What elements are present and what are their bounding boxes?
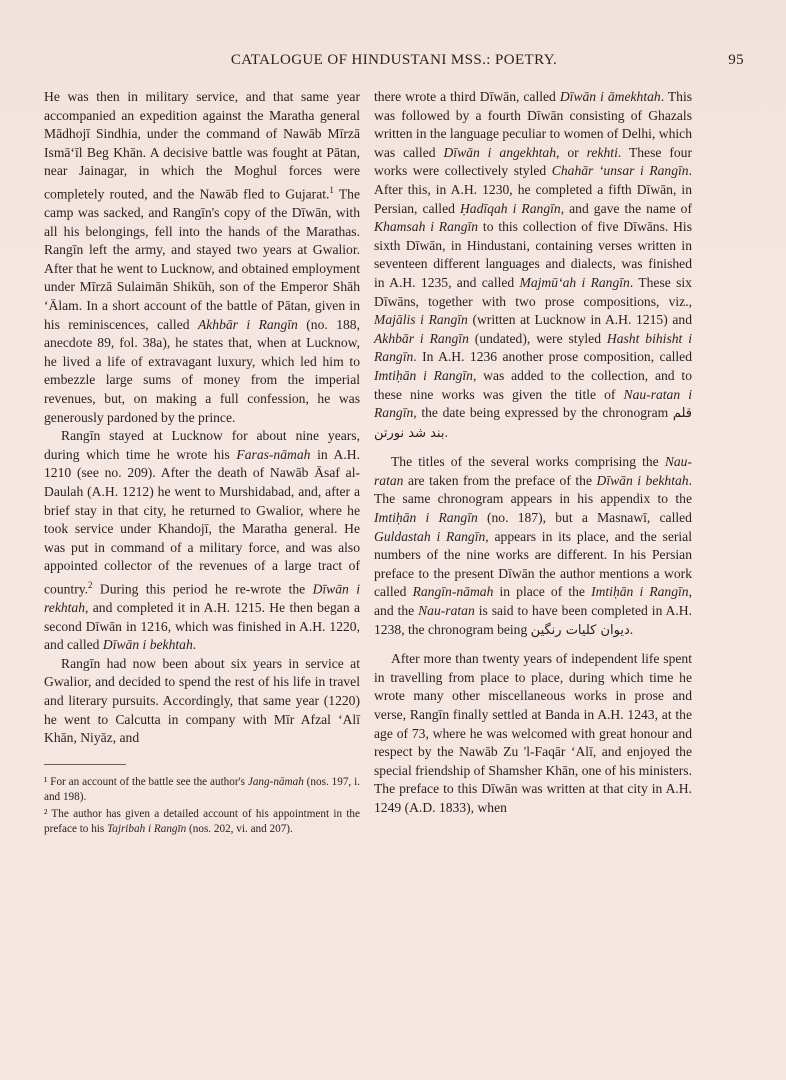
text-run: (nos. 202, vi. and 207). <box>186 822 293 835</box>
text-run: ² The author has given a detailed account of his appointment in the preface to his <box>44 807 360 835</box>
text-run: are taken from the preface of the <box>403 472 597 488</box>
text-run: in A.H. 1210 (see no. 209). After the death of Nawāb Āsaf al-Daulah (A.H. 1212) he went to Murshidabad, and, after a brief stay in that city, he returned to Gwalior, where he took service under Khandojī, the Maratha general. He was put in command of a military force, and was also appointed collector of the revenues of a large tract of country. <box>44 446 360 597</box>
right-paragraph-3 <box>374 650 692 817</box>
work-title: Majālis i Rangīn <box>374 312 468 328</box>
work-title: Tajribah i Rangīn <box>107 822 187 835</box>
work-title: Dīwān i āmekhtah <box>559 89 661 104</box>
text-run: , and the <box>374 584 693 619</box>
work-title: Dīwān i bekhtah <box>596 472 689 488</box>
page-number: 95 <box>728 52 744 68</box>
text-run: , the date being expressed by the chronogram <box>413 405 673 421</box>
left-paragraph-1 <box>44 88 360 427</box>
footnote-1 <box>44 775 360 805</box>
text-run: (no. 188, anecdote 89, fol. 38a), he states that, when at Lucknow, he lived a life of extravagant luxury, which led him to embezzle large sums of money from the imperial revenues, but, on making a full confession, he was generously pardoned by the prince. <box>44 316 360 425</box>
text-run: (nos. 197, i. and 198). <box>44 775 361 803</box>
text-run: He was then in military service, and that same year accompanied an expedition against the Maratha general Mādhojī Sindhia, under the command of Nawāb Mīrzā Ismā‘īl Beg Khān. A decisive battle was fought at Pātan, near Jainagar, in which the Moghul forces were completely routed, and the Nawāb fled to Gujarat. <box>44 89 360 202</box>
text-run: (no. 187), but a Masnawī, called <box>477 510 692 526</box>
running-title: CATALOGUE OF HINDUSTANI MSS.: POETRY. <box>230 52 558 68</box>
footnote-ref-2: 2 <box>88 579 93 590</box>
text-run: in place of the <box>493 584 592 600</box>
text-run: . After this, in A.H. 1230, he completed a fifth Dīwān, in Persian, called <box>374 163 692 216</box>
page-header <box>44 52 744 74</box>
text-run: . <box>444 424 448 440</box>
chronogram-text: دیوان کلیات رنگین <box>530 622 630 638</box>
text-run: . This was followed by a fourth Dīwān consisting of Ghazals written in the language peculiar to women of Delhi, which was called <box>374 89 693 160</box>
work-title: Nau-ratan <box>418 603 475 619</box>
text-run: , appears in its place, and the serial numbers of the nine works are different. In his Persian preface to the present Dīwān the author mentions a work called <box>374 528 692 600</box>
work-title: Khamsah i Rangīn <box>374 219 479 235</box>
work-title: Imtiḥān i Rangīn <box>374 367 473 383</box>
chronogram-text: قلم بند شد نورتن <box>374 406 692 441</box>
work-title: Akhbār i Rangīn <box>374 330 469 346</box>
text-run: . In A.H. 1236 another prose composition, called <box>413 349 692 365</box>
work-title: Guldastah i Rangīn <box>374 528 486 544</box>
work-title: Nau-ratan <box>374 454 692 488</box>
right-paragraph-2 <box>374 453 692 640</box>
text-run: The camp was sacked, and Rangīn's copy of the Dīwān, with all his belongings, fell into the hands of the Marathas. Rangīn left the army, and stayed two years at Gwalior. After that he went to Lucknow, and obtained employment under Mīrzā Sulaimān Shikūh, son of the Emperor Shāh ‘Ālam. In a short account of the battle of Pātan, given in his reminiscences, called <box>44 186 360 332</box>
text-run: there wrote a third Dīwān, called <box>374 89 560 104</box>
text-run: is said to have been completed in A.H. 1238, the chronogram being <box>374 603 692 637</box>
text-run: Rangīn stayed at Lucknow for about nine years, during which time he wrote his <box>44 428 360 462</box>
work-title: Majmū‘ah i Rangīn <box>519 274 630 290</box>
right-paragraph-1 <box>374 88 692 443</box>
text-run: . These four works were collectively styled <box>374 144 692 179</box>
text-run: During this period he re-wrote the <box>92 581 313 597</box>
footnote-ref-1: 1 <box>329 184 334 195</box>
work-title: Ḥadīqah i Rangīn <box>459 200 561 216</box>
text-run: After more than twenty years of independent life spent in travelling from place to place, during which time he wrote many other miscellaneous works in prose and verse, Rangīn finally settled at Banda in A.H. 1243, at the age of 73, where he was welcomed with great honour and respect by the Nawāb Zu 'l-Faqār ‘Alī, and enjoyed the special friendship of Shamsher Khān, one of his ministers. The preface to this Dīwān was written at that city in A.H. 1249 (A.D. 1833), when <box>374 651 692 815</box>
work-title: Imtiḥān i Rangīn <box>591 584 689 600</box>
text-run: . The same chronogram appears in his appendix to the <box>374 472 692 507</box>
work-title: rekhti <box>586 144 618 160</box>
work-title: Imtiḥān i Rangīn <box>374 510 478 526</box>
left-paragraph-3 <box>44 655 360 748</box>
work-title: Hasht bihisht i Rangīn <box>374 330 692 365</box>
text-run: , was added to the collection, and to these nine works was given the title of <box>374 367 692 402</box>
work-title: Dīwān i angekhtah <box>443 144 557 160</box>
text-run: . <box>629 621 634 637</box>
work-title: Nau-ratan i Rangīn <box>374 386 692 421</box>
text-run: The titles of the several works comprising the <box>391 454 665 470</box>
text-run: (written at Lucknow in A.H. 1215) and <box>467 312 692 328</box>
left-column <box>44 88 360 837</box>
work-title: Akhbār i Rangīn <box>197 316 298 332</box>
work-title: Dīwān i rekhtah <box>44 581 360 616</box>
footnote-2 <box>44 807 360 837</box>
text-run: , and gave the name of <box>560 200 692 216</box>
work-title: Dīwān i bekhtah <box>102 637 193 653</box>
text-run: . These six Dīwāns, together with two prose compositions, viz., <box>374 274 692 309</box>
text-run: Rangīn had now been about six years in service at Gwalior, and decided to spend the rest of his life in travel and literary pursuits. Accordingly, that same year (1220) he went to Calcutta in company with Mīr Afzal ‘Alī Khān, Niyāz, and <box>44 655 360 746</box>
footnote-rule <box>44 764 126 765</box>
text-run: ¹ For an account of the battle see the author's <box>44 775 248 788</box>
text-run: . <box>192 637 197 653</box>
work-title: Faras-nāmah <box>236 446 311 462</box>
text-run: , and completed it in A.H. 1215. He then began a second Dīwān in 1216, which was finished in A.H. 1220, and called <box>44 600 360 653</box>
work-title: Chahār ‘unsar i Rangīn <box>551 163 689 179</box>
left-paragraph-2 <box>44 427 360 655</box>
right-column <box>374 88 692 818</box>
work-title: Jang-nāmah <box>247 775 304 788</box>
text-run: , or <box>556 144 587 160</box>
text-run: (undated), were styled <box>468 330 607 346</box>
text-run: to this collection of five Dīwāns. His sixth Dīwān, in Hindustani, containing verses written in seventeen different languages and dialects, was finished in A.H. 1235, and called <box>374 219 693 290</box>
work-title: Rangīn-nāmah <box>412 584 494 600</box>
